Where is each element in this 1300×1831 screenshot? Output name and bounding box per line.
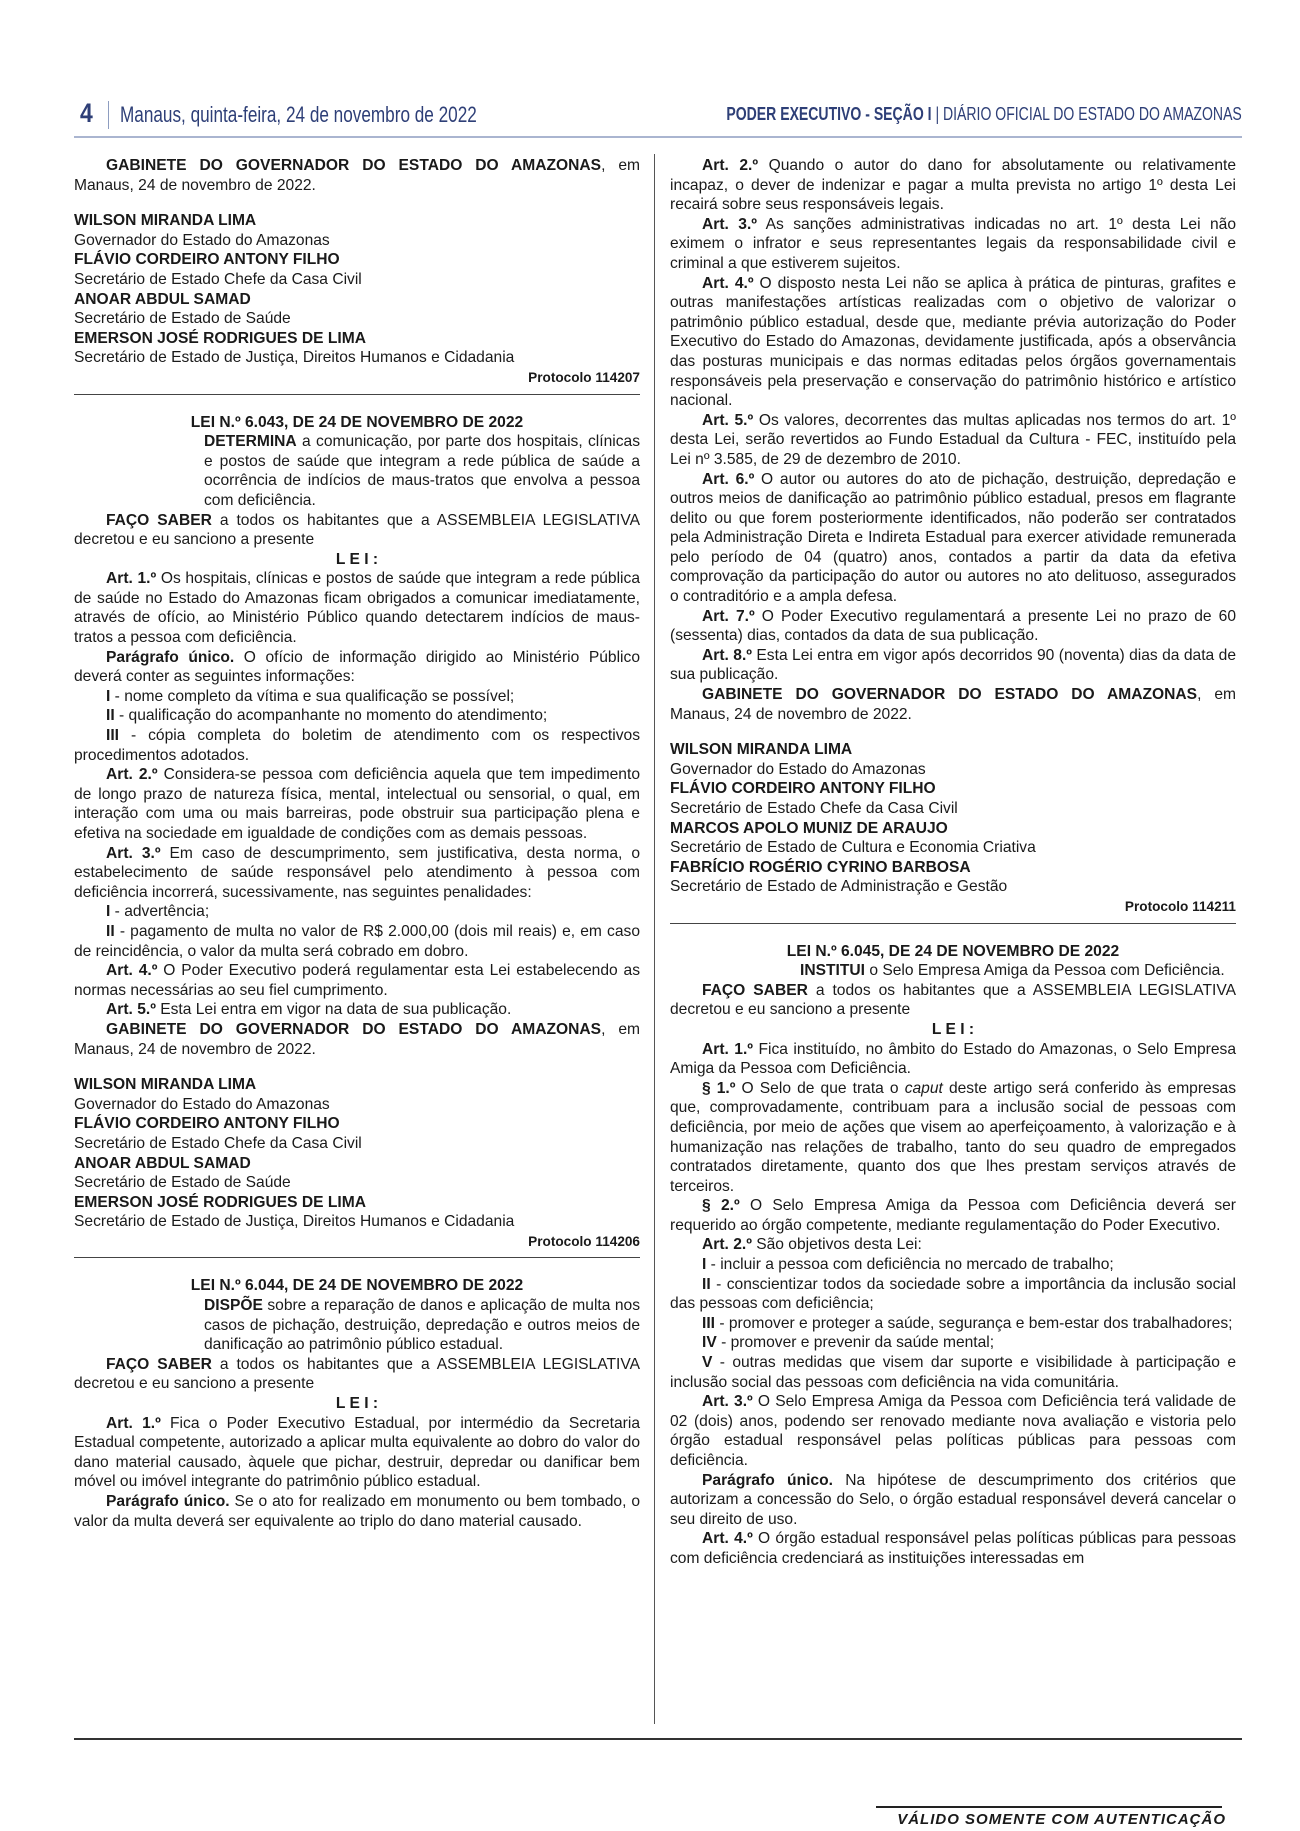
- law-title: LEI N.º 6.045, DE 24 DE NOVEMBRO DE 2022: [786, 942, 1120, 960]
- signatory-name: FLÁVIO CORDEIRO ANTONY FILHO: [670, 780, 936, 798]
- section-name: PODER EXECUTIVO - SEÇÃO I: [726, 104, 932, 124]
- article: Art. 4.º O Poder Executivo poderá regulamentar esta Lei estabelecendo as normas necessárias ao seu fiel cumprimento.: [74, 962, 640, 999]
- enactment-clause: FAÇO SABER a todos os habitantes que a ASSEMBLEIA LEGISLATIVA decretou e eu sanciono a presente: [670, 981, 1236, 1019]
- article: Art. 2.º São objetivos desta Lei:: [702, 1236, 922, 1254]
- paragraph: § 2.º O Selo Empresa Amiga da Pessoa com Deficiência deverá ser requerido ao órgão competente, mediante regulamentação do Poder Executivo.: [670, 1197, 1236, 1234]
- section-rule: [74, 1257, 640, 1258]
- item: II - pagamento de multa no valor de R$ 2.000,00 (dois mil reais) e, em caso de reincidência, o valor da multa será cobrado em dobro.: [74, 922, 640, 960]
- header-divider: [108, 101, 109, 129]
- paragraph: Parágrafo único. Na hipótese de descumprimento dos critérios que autorizam a concessão do Selo, o órgão estadual responsável deverá cancelar o seu direito de uso.: [670, 1471, 1236, 1528]
- item: II - conscientizar todos da sociedade sobre a importância da inclusão social das pessoas com deficiência;: [670, 1275, 1236, 1313]
- signatory-name: WILSON MIRANDA LIMA: [670, 741, 853, 759]
- signatory-name: WILSON MIRANDA LIMA: [74, 212, 257, 230]
- signatory-title: Secretário de Estado de Saúde: [74, 1174, 291, 1192]
- article: Art. 1.º Fica instituído, no âmbito do Estado do Amazonas, o Selo Empresa Amiga da Pessoa com Deficiência.: [670, 1040, 1236, 1078]
- signatory-title: Secretário de Estado Chefe da Casa Civil: [74, 1134, 362, 1152]
- signature-place-date: GABINETE DO GOVERNADOR DO ESTADO DO AMAZONAS, em Manaus, 24 de novembro de 2022.: [670, 686, 1236, 723]
- left-column: [74, 156, 640, 1531]
- signature-place-date: GABINETE DO GOVERNADOR DO ESTADO DO AMAZONAS, em Manaus, 24 de novembro de 2022.: [74, 157, 640, 194]
- article: Art. 2.º Quando o autor do dano for absolutamente ou relativamente incapaz, o dever de indenizar e pagar a multa prevista no artigo 1º desta Lei recairá sobre seus responsáveis legais.: [670, 157, 1237, 214]
- article: Art. 4.º O órgão estadual responsável pelas políticas públicas para pessoas com deficiência credenciará as instituições interessadas em: [670, 1530, 1236, 1567]
- item: III - cópia completa do boletim de atendimento com os respectivos procedimentos adotados.: [74, 727, 640, 764]
- signatory-title: Secretário de Estado de Justiça, Direitos Humanos e Cidadania: [74, 1213, 515, 1231]
- item: III - promover e proteger a saúde, segurança e bem-estar dos trabalhadores;: [702, 1314, 1233, 1332]
- article: Art. 3.º Em caso de descumprimento, sem justificativa, desta norma, o estabelecimento de saúde responsável pelo atendimento à pessoa com deficiência incorrerá, sucessivamente, nas seguintes penalidades:: [74, 844, 640, 901]
- law-heading: L E I :: [335, 550, 379, 568]
- header-rule: [74, 136, 1242, 138]
- protocol-number: Protocolo 114206: [528, 1233, 640, 1249]
- signatory-name: EMERSON JOSÉ RODRIGUES DE LIMA: [74, 1193, 366, 1211]
- item: I - advertência;: [106, 903, 210, 921]
- signatory-title: Governador do Estado do Amazonas: [74, 1095, 330, 1113]
- enactment-clause: FAÇO SABER a todos os habitantes que a ASSEMBLEIA LEGISLATIVA decretou e eu sanciono a presente: [74, 1355, 640, 1393]
- signatory-title: Secretário de Estado Chefe da Casa Civil: [74, 270, 362, 288]
- signatory-title: Secretário de Estado de Justiça, Direitos Humanos e Cidadania: [74, 349, 515, 367]
- protocol-number: Protocolo 114207: [528, 369, 640, 385]
- paragraph: Parágrafo único. Se o ato for realizado em monumento ou bem tombado, o valor da multa deverá ser equivalente ao triplo do dano material causado.: [74, 1493, 641, 1530]
- journal-section: [727, 104, 1242, 125]
- footer-rule: [876, 1806, 1222, 1808]
- signatory-title: Secretário de Estado de Saúde: [74, 310, 291, 328]
- signatory-title: Secretário de Estado de Cultura e Economia Criativa: [670, 839, 1036, 857]
- article: Art. 3.º As sanções administrativas indicadas no art. 1º desta Lei não eximem o infrator e seus representantes legais da responsabilidade civil e criminal a que estiverem sujeitos.: [670, 215, 1237, 272]
- journal-name: | DIÁRIO OFICIAL DO ESTADO DO AMAZONAS: [935, 104, 1242, 124]
- signatory-name: ANOAR ABDUL SAMAD: [74, 1154, 251, 1172]
- signatory-title: Secretário de Estado de Administração e Gestão: [670, 878, 1008, 896]
- paragraph: Parágrafo único. O ofício de informação dirigido ao Ministério Público deverá conter as seguintes informações:: [74, 648, 640, 686]
- item: I - nome completo da vítima e sua qualificação se possível;: [106, 687, 515, 705]
- page-header: [76, 98, 1242, 134]
- column-divider: [654, 154, 655, 1724]
- article: Art. 3.º O Selo Empresa Amiga da Pessoa com Deficiência terá validade de 02 (dois) anos, podendo ser renovado mediante nova avaliação e vistoria pelo órgão estadual responsável pelas políticas públicas para pessoas com deficiência.: [670, 1393, 1237, 1469]
- law-heading: L E I :: [335, 1395, 379, 1413]
- article: Art. 7.º O Poder Executivo regulamentará a presente Lei no prazo de 60 (sessenta) dias, contados da data de sua publicação.: [670, 607, 1237, 645]
- edition-date: Manaus, quinta-feira, 24 de novembro de 2022: [120, 102, 477, 127]
- right-column: [670, 156, 1236, 1569]
- signatory-name: FABRÍCIO ROGÉRIO CYRINO BARBOSA: [670, 858, 971, 876]
- signatory-name: ANOAR ABDUL SAMAD: [74, 290, 251, 308]
- article: Art. 1.º Fica o Poder Executivo Estadual, por intermédio da Secretaria Estadual competente, autorizado a aplicar multa equivalente ao dobro do valor do dano material causado, àquele que pichar, destruir, depredar ou danificar bem móvel ou imóvel integrante do patrimônio público estadual.: [74, 1414, 641, 1491]
- article: Art. 1.º Os hospitais, clínicas e postos de saúde que integram a rede pública de saúde no Estado do Amazonas ficam obrigados a comunicar imediatamente, através de ofício, ao Ministério Público quando detectarem indícios de maus-tratos a pessoa com deficiência.: [74, 570, 640, 647]
- signatory-title: Governador do Estado do Amazonas: [670, 760, 926, 778]
- validity-notice: VÁLIDO SOMENTE COM AUTENTICAÇÃO: [897, 1811, 1226, 1828]
- item: I - incluir a pessoa com deficiência no mercado de trabalho;: [702, 1256, 1114, 1274]
- law-heading: L E I :: [931, 1020, 975, 1038]
- section-rule: [670, 923, 1236, 924]
- article: Art. 4.º O disposto nesta Lei não se aplica à prática de pinturas, grafites e outras manifestações artísticas realizadas com o objetivo de valorizar o patrimônio público estadual, desde que, mediante prévia autorização do Poder Executivo do Estado do Amazonas, devidamente justificada, após a observância das posturas municipais e das normas editadas pelos órgãos governamentais responsáveis pela preservação e conservação do patrimônio histórico e artístico nacional.: [670, 274, 1236, 410]
- article: Art. 5.º Os valores, decorrentes das multas aplicadas nos termos do art. 1º desta Lei, serão revertidos ao Fundo Estadual da Cultura - FEC, instituído pela Lei nº 3.585, de 29 de dezembro de 2010.: [670, 411, 1236, 468]
- signatory-name: MARCOS APOLO MUNIZ DE ARAUJO: [670, 819, 948, 837]
- article: Art. 2.º Considera-se pessoa com deficiência aquela que tem impedimento de longo prazo de natureza física, mental, intelectual ou sensorial, o qual, em interação com uma ou mais barreiras, pode obstruir sua participação plena e efetiva na sociedade em igualdade de condições com as demais pessoas.: [74, 766, 640, 842]
- signatory-name: FLÁVIO CORDEIRO ANTONY FILHO: [74, 1115, 340, 1133]
- law-summary: INSTITUI o Selo Empresa Amiga da Pessoa com Deficiência.: [800, 962, 1225, 980]
- enactment-clause: FAÇO SABER a todos os habitantes que a ASSEMBLEIA LEGISLATIVA decretou e eu sanciono a presente: [74, 511, 640, 549]
- section-rule: [74, 394, 640, 395]
- item: IV - promover e prevenir da saúde mental;: [702, 1334, 995, 1352]
- content-bottom-rule: [74, 1738, 1242, 1740]
- article: Art. 8.º Esta Lei entra em vigor após decorridos 90 (noventa) dias da data de sua publicação.: [670, 646, 1237, 684]
- article: Art. 5.º Esta Lei entra em vigor na data de sua publicação.: [106, 1001, 512, 1019]
- paragraph: § 1.º O Selo de que trata o caput deste artigo será conferido às empresas que, comprovadamente, contribuam para a inclusão social de pessoas com deficiência, por meio de ações que visem ao aperfeiçoamento, à valorização e à humanização nas relações de trabalho, tanto do seu quadro de empregados contratados diretamente, quanto dos que lhes prestam serviços através de terceiros.: [670, 1079, 1236, 1195]
- protocol-number: Protocolo 114211: [1124, 898, 1236, 914]
- item: V - outras medidas que visem dar suporte e visibilidade à participação e inclusão social das pessoas com deficiência na vida comunitária.: [670, 1354, 1236, 1391]
- signatory-title: Governador do Estado do Amazonas: [74, 231, 330, 249]
- law-summary: DETERMINA a comunicação, por parte dos hospitais, clínicas e postos de saúde que integram a rede pública de saúde a ocorrência de indícios de maus-tratos que envolva a pessoa com deficiência.: [204, 433, 640, 509]
- law-title: LEI N.º 6.043, DE 24 DE NOVEMBRO DE 2022: [190, 413, 524, 431]
- law-title: LEI N.º 6.044, DE 24 DE NOVEMBRO DE 2022: [190, 1277, 524, 1295]
- law-summary: DISPÕE sobre a reparação de danos e aplicação de multa nos casos de pichação, destruição, depredação e outros meios de danificação ao patrimônio público estadual.: [204, 1297, 640, 1354]
- page-number: 4: [80, 98, 93, 128]
- signatory-title: Secretário de Estado Chefe da Casa Civil: [670, 800, 958, 817]
- article: Art. 6.º O autor ou autores do ato de pichação, destruição, depredação e outros meios de danificação ao patrimônio público estadual, presos em flagrante delito ou que forem posteriormente identificados, não poderão ser contratados pela Administração Direta e Indireta Estadual para exercer atividade remunerada pelo período de 04 (quatro) anos, contados a partir da data da efetiva comprovação da participação do autor ou autores no ato delituoso, assegurados o contraditório e a ampla defesa.: [670, 470, 1236, 606]
- item: II - qualificação do acompanhante no momento do atendimento;: [106, 707, 548, 725]
- signatory-name: FLÁVIO CORDEIRO ANTONY FILHO: [74, 251, 340, 269]
- signature-place-date: GABINETE DO GOVERNADOR DO ESTADO DO AMAZONAS, em Manaus, 24 de novembro de 2022.: [74, 1020, 640, 1058]
- signatory-name: WILSON MIRANDA LIMA: [74, 1076, 257, 1094]
- signatory-name: EMERSON JOSÉ RODRIGUES DE LIMA: [74, 329, 366, 347]
